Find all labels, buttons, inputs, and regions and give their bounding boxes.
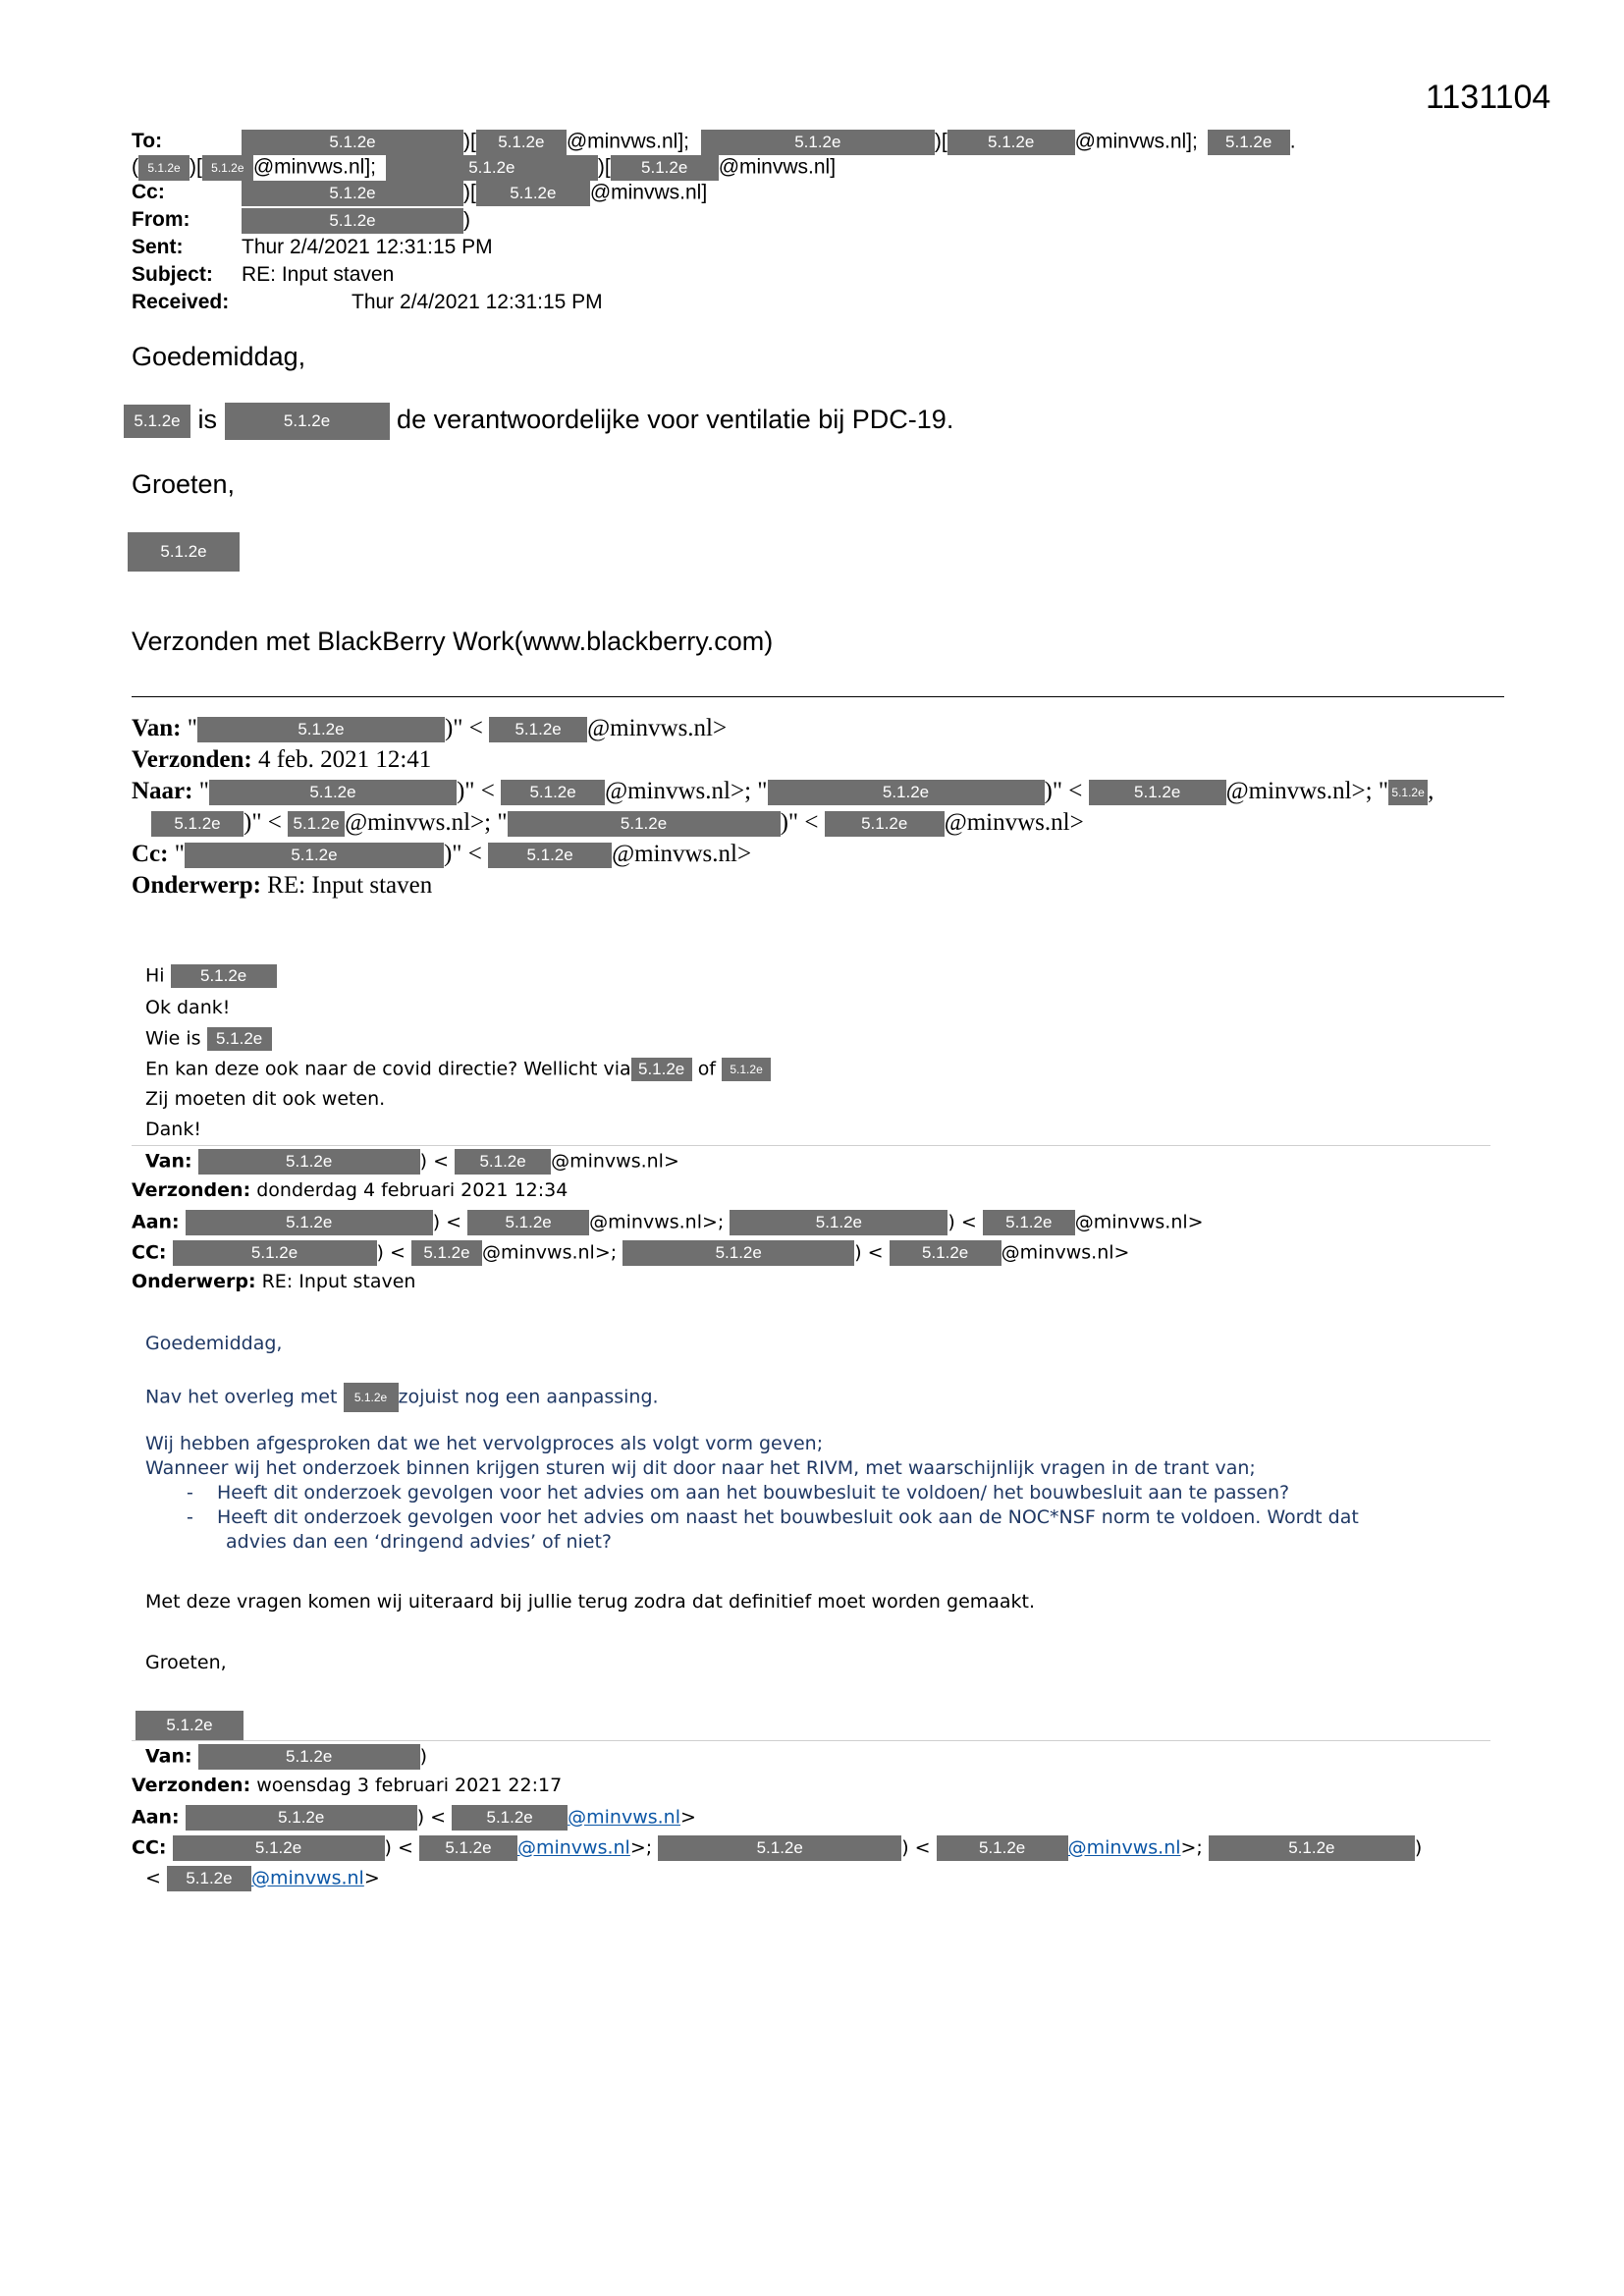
redaction-box: 5.1.2e (631, 1058, 692, 1081)
redaction-box: 5.1.2e (508, 811, 781, 837)
redaction-box: 5.1.2e (288, 811, 345, 837)
msg3-verzonden-line (132, 1179, 568, 1201)
redaction-box: 5.1.2e (501, 780, 605, 805)
redaction-box: 5.1.2e (455, 1149, 551, 1175)
email-link[interactable]: @minvws.nl (568, 1806, 680, 1829)
redaction-box: 5.1.2e (171, 964, 277, 988)
msg3-body-regards: Groeten, (145, 1652, 227, 1673)
redaction-box: 5.1.2e (209, 780, 457, 805)
redaction-box: 5.1.2e (198, 1744, 420, 1770)
van-label: Van: (132, 715, 182, 741)
header-received-label: Received: (132, 291, 230, 313)
redaction-box: 5.1.2e (173, 1835, 385, 1861)
msg2-van-line: Van: " 5.1.2e )" < 5.1.2e @minvws.nl> (132, 715, 728, 741)
redaction-box: 5.1.2e (242, 208, 463, 234)
redaction-box: 5.1.2e (623, 1240, 854, 1266)
header-cc-line (132, 181, 165, 204)
msg4-aan-line: Aan: 5.1.2e ) < 5.1.2e @minvws.nl> (132, 1805, 696, 1831)
redaction-box: 5.1.2e (730, 1210, 947, 1235)
cc-label: Cc: (132, 181, 165, 203)
msg2-cc-line: Cc: " 5.1.2e )" < 5.1.2e @minvws.nl> (132, 841, 752, 867)
redaction-box: 5.1.2e (198, 1149, 420, 1175)
msg3-aan-line: Aan: 5.1.2e ) < 5.1.2e @minvws.nl>; 5.1.2e ) < 5.1.2e @minvws.nl> (132, 1210, 1204, 1235)
header-to-recipients-2: ( 5.1.2e )[ 5.1.2e @minvws.nl]; 5.1.2e )[ 5.1.2e @minvws.nl] (132, 155, 836, 181)
msg4-verzonden-line (132, 1775, 562, 1796)
van-label: Van: (145, 1150, 192, 1173)
msg2-body-hi: Hi 5.1.2e (145, 964, 277, 988)
msg3-bullet-1: - Heeft dit onderzoek gevolgen voor het advies om aan het bouwbesluit te voldoen/ het bouwbesluit aan te passen? (187, 1482, 1290, 1503)
email-domain: @minvws.nl> (1074, 1211, 1204, 1233)
redaction-box: 5.1.2e (489, 717, 587, 742)
redaction-box: 5.1.2e (1208, 130, 1290, 155)
redaction-box: 5.1.2e (173, 1240, 377, 1266)
email-domain: @minvws.nl>; (605, 778, 752, 804)
redaction-box: 5.1.2e (825, 811, 945, 837)
redaction-box: 5.1.2e (467, 1210, 589, 1235)
redaction-box: 5.1.2e (768, 780, 1045, 805)
onderwerp-value: RE: Input staven (261, 1271, 416, 1292)
divider (132, 696, 1504, 697)
redaction-box: 5.1.2e (242, 130, 463, 155)
msg2-body-line3: Wie is 5.1.2e (145, 1027, 272, 1051)
email-link[interactable]: @minvws.nl (250, 1867, 364, 1889)
msg1-regards: Groeten, (132, 469, 236, 499)
redaction-box: 5.1.2e (890, 1240, 1001, 1266)
redaction-box: 5.1.2e (947, 130, 1075, 155)
van-label: Van: (145, 1745, 192, 1768)
email-domain: @minvws.nl>; (345, 809, 492, 836)
msg4-cc-line-2: < 5.1.2e @minvws.nl> (145, 1866, 380, 1891)
email-domain: @minvws.nl> (1001, 1241, 1130, 1264)
redaction-box: 5.1.2e (225, 403, 390, 440)
msg2-body-line2: Ok dank! (145, 997, 231, 1018)
redaction-box: 5.1.2e (197, 717, 445, 742)
verzonden-value: 4 feb. 2021 12:41 (257, 746, 432, 773)
email-domain: @minvws.nl> (612, 841, 752, 867)
header-to-line-1 (132, 130, 162, 153)
msg3-signature (135, 1711, 244, 1740)
header-sent-label: Sent: (132, 236, 184, 258)
email-domain: @minvws.nl] (718, 155, 837, 179)
redaction-box: 5.1.2e (419, 1835, 517, 1861)
email-domain: @minvws.nl> (944, 809, 1084, 836)
msg3-body-line4: Wanneer wij het onderzoek binnen krijgen sturen wij dit door naar het RIVM, met waarschijnlijk vragen in de trant van; (145, 1457, 1256, 1479)
header-from-value: 5.1.2e ) (242, 208, 470, 234)
naar-label: Naar: (132, 778, 193, 804)
email-domain: @minvws.nl]; (566, 130, 689, 153)
header-cc-recipients: 5.1.2e )[ 5.1.2e @minvws.nl] (242, 181, 707, 206)
msg1-greeting: Goedemiddag, (132, 342, 306, 371)
redaction-box: 5.1.2e (185, 843, 444, 868)
redaction-box: 5.1.2e (186, 1210, 433, 1235)
redaction-box: 5.1.2e (937, 1835, 1068, 1861)
msg1-line (124, 403, 953, 440)
redaction-box: 5.1.2e (167, 1866, 251, 1891)
to-label: To: (132, 130, 163, 152)
aan-label: Aan: (132, 1211, 180, 1233)
msg2-onderwerp-line (132, 872, 432, 900)
msg2-body-line5: Zij moeten dit ook weten. (145, 1088, 386, 1110)
redaction-box: 5.1.2e (452, 1805, 568, 1831)
from-label: From: (132, 208, 190, 231)
redaction-box: 5.1.2e (1209, 1835, 1415, 1861)
header-sent-value: Thur 2/4/2021 12:31:15 PM (242, 236, 493, 258)
divider (132, 1145, 1490, 1146)
document-number: 1131104 (1426, 79, 1551, 116)
email-domain: @minvws.nl> (551, 1150, 679, 1173)
redaction-box: 5.1.2e (611, 155, 719, 181)
email-domain: @minvws.nl> (587, 715, 728, 741)
header-subject-value: RE: Input staven (242, 263, 395, 286)
redaction-box: 5.1.2e (488, 843, 612, 868)
redaction-box: 5.1.2e (722, 1058, 771, 1081)
msg3-cc-line: CC: 5.1.2e ) < 5.1.2e @minvws.nl>; 5.1.2e ) < 5.1.2e @minvws.nl> (132, 1240, 1129, 1266)
email-domain: @minvws.nl]; (1074, 130, 1198, 153)
msg2-naar-line: Naar: " 5.1.2e )" < 5.1.2e @minvws.nl>; " 5.1.2e )" < 5.1.2e @minvws.nl>; " 5.1.2e , (132, 778, 1435, 804)
msg2-body-line4: En kan deze ook naar de covid directie? Wellicht via 5.1.2e of 5.1.2e (145, 1058, 771, 1081)
redaction-box: 5.1.2e (138, 155, 189, 181)
redaction-box: 5.1.2e (242, 181, 463, 206)
redaction-box: 5.1.2e (983, 1210, 1075, 1235)
email-domain: @minvws.nl>; (589, 1211, 725, 1233)
msg3-bullet-2-cont: advies dan een ‘dringend advies’ of niet? (226, 1531, 613, 1553)
email-link[interactable]: @minvws.nl (516, 1836, 630, 1859)
verzonden-label: Verzonden: (132, 1775, 251, 1796)
msg3-bullet-2: - Heeft dit onderzoek gevolgen voor het advies om naast het bouwbesluit ook aan de NOC*NSF norm te voldoen. Wordt dat (187, 1506, 1359, 1528)
header-subject-label: Subject: (132, 263, 213, 286)
redaction-box: 5.1.2e (658, 1835, 901, 1861)
redaction-box: 5.1.2e (128, 532, 240, 572)
msg3-onderwerp-line (132, 1271, 415, 1292)
msg2-body-line6: Dank! (145, 1119, 201, 1140)
msg3-van-line: Van: 5.1.2e ) < 5.1.2e @minvws.nl> (145, 1149, 679, 1175)
header-from-line (132, 208, 190, 232)
email-link[interactable]: @minvws.nl (1067, 1836, 1181, 1859)
msg3-body-line2: Nav het overleg met 5.1.2e zojuist nog een aanpassing. (145, 1383, 659, 1412)
redaction-box: 5.1.2e (124, 405, 190, 438)
msg4-cc-line: CC: 5.1.2e ) < 5.1.2e @minvws.nl>; 5.1.2e ) < 5.1.2e @minvws.nl>; 5.1.2e ) (132, 1835, 1422, 1861)
email-domain: @minvws.nl] (589, 181, 708, 204)
email-domain: @minvws.nl (252, 155, 365, 179)
redaction-box: 5.1.2e (135, 1711, 244, 1740)
msg1-footer: Verzonden met BlackBerry Work(www.blackberry.com) (132, 627, 774, 656)
redaction-box: 5.1.2e (151, 811, 244, 837)
msg3-body-line3: Wij hebben afgesproken dat we het vervolgproces als volgt vorm geven; (145, 1433, 824, 1454)
onderwerp-label: Onderwerp: (132, 1271, 256, 1292)
onderwerp-label: Onderwerp: (132, 872, 261, 899)
redaction-box: 5.1.2e (411, 1240, 482, 1266)
redaction-box: 5.1.2e (701, 130, 935, 155)
header-received-value: Thur 2/4/2021 12:31:15 PM (352, 291, 603, 313)
redaction-box: 5.1.2e (207, 1027, 272, 1051)
redaction-box: 5.1.2e (202, 155, 253, 181)
divider (132, 1740, 1490, 1741)
redaction-box: 5.1.2e (1388, 780, 1428, 805)
msg1-is: is (197, 405, 218, 435)
redaction-box: 5.1.2e (386, 155, 598, 181)
redaction-box: 5.1.2e (476, 130, 567, 155)
verzonden-label: Verzonden: (132, 1179, 251, 1201)
verzonden-label: Verzonden: (132, 746, 252, 773)
msg1-signature (128, 532, 240, 572)
cc-label: CC: (132, 1241, 167, 1264)
msg4-van-line: Van: 5.1.2e ) (145, 1744, 427, 1770)
email-domain: @minvws.nl>; (481, 1241, 618, 1264)
msg3-body-line5: Met deze vragen komen wij uiteraard bij jullie terug zodra dat definitief moet worden gemaakt. (145, 1591, 1036, 1613)
verzonden-value: woensdag 3 februari 2021 22:17 (256, 1775, 563, 1796)
cc-label: CC: (132, 1836, 167, 1859)
redaction-box: 5.1.2e (344, 1383, 399, 1412)
msg3-body-greeting: Goedemiddag, (145, 1333, 283, 1354)
msg1-text: de verantwoordelijke voor ventilatie bij PDC-19. (397, 405, 954, 435)
msg2-naar-line-2: 5.1.2e )" < 5.1.2e @minvws.nl>; " 5.1.2e )" < 5.1.2e @minvws.nl> (151, 809, 1084, 837)
onderwerp-value: RE: Input staven (267, 872, 433, 899)
aan-label: Aan: (132, 1806, 180, 1829)
redaction-box: 5.1.2e (1089, 780, 1226, 805)
redaction-box: 5.1.2e (186, 1805, 417, 1831)
header-to-recipients-1: 5.1.2e )[ 5.1.2e @minvws.nl]; 5.1.2e )[ 5.1.2e @minvws.nl]; 5.1.2e . (242, 130, 1296, 155)
verzonden-value: donderdag 4 februari 2021 12:34 (256, 1179, 568, 1201)
cc-label: Cc: (132, 841, 169, 867)
email-domain: @minvws.nl>; (1225, 778, 1373, 804)
redaction-box: 5.1.2e (476, 181, 590, 206)
msg2-verzonden-line (132, 746, 431, 774)
